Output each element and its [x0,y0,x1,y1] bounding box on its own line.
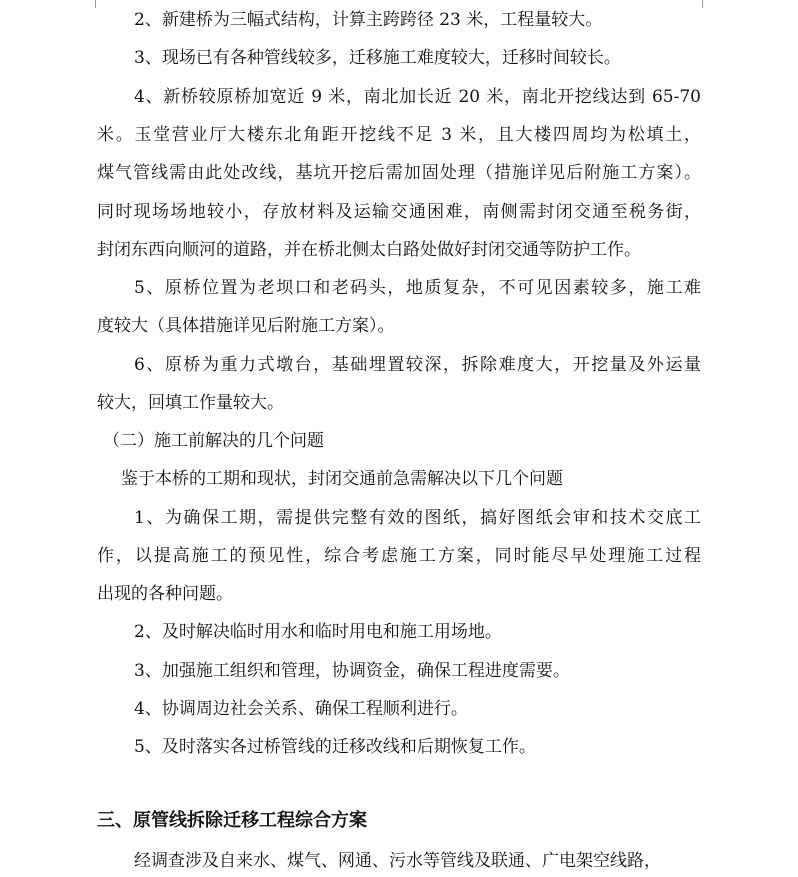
paragraph-line: 1、为确保工期，需提供完整有效的图纸，搞好图纸会审和技术交底工 [134,508,701,528]
paragraph-line: 米。玉堂营业厅大楼东北角距开挖线不足 3 米，且大楼四周均为松填土， [97,125,701,145]
paragraph-line: 2、及时解决临时用水和临时用电和施工用场地。 [134,622,502,642]
paragraph-line: 4、协调周边社会关系、确保工程顺利进行。 [134,699,468,719]
paragraph-line: 同时现场场地较小，存放材料及运输交通困难，南侧需封闭交通至税务街， [97,202,701,222]
section-heading: 三、原管线拆除迁移工程综合方案 [97,810,367,831]
paragraph-line: 鉴于本桥的工期和现状，封闭交通前急需解决以下几个问题 [121,469,563,489]
paragraph-line: 4、新桥较原桥加宽近 9 米，南北加长近 20 米，南北开挖线达到 65-70 [134,87,701,107]
paragraph-line: 煤气管线需由此处改线，基坑开挖后需加固处理（措施详见后附施工方案）。 [97,163,701,183]
paragraph-line: 出现的各种问题。 [97,584,233,604]
paragraph-line: 较大，回填工作量较大。 [97,393,284,413]
right-margin-mark [702,0,703,8]
paragraph-line: 3、加强施工组织和管理，协调资金，确保工程进度需要。 [134,661,570,681]
paragraph-line: 5、原桥位置为老坝口和老码头，地质复杂，不可见因素较多，施工难 [134,278,701,298]
paragraph-line: 作，以提高施工的预见性，综合考虑施工方案，同时能尽早处理施工过程 [97,546,701,566]
paragraph-line: 3、现场已有各种管线较多，迁移施工难度较大，迁移时间较长。 [134,48,621,68]
left-margin-mark [95,0,96,8]
paragraph-line: 2、新建桥为三幅式结构，计算主跨跨径 23 米，工程量较大。 [134,10,603,30]
paragraph-line: 6、原桥为重力式墩台，基础埋置较深，拆除难度大，开挖量及外运量 [134,355,701,375]
paragraph-line: 经调查涉及自来水、煤气、网通、污水等管线及联通、广电架空线路， [134,851,661,871]
section-subheading: （二）施工前解决的几个问题 [103,431,324,451]
paragraph-line: 5、及时落实各过桥管线的迁移改线和后期恢复工作。 [134,737,536,757]
paragraph-line: 度较大（具体措施详见后附施工方案）。 [97,316,395,336]
paragraph-line: 封闭东西向顺河的道路，并在桥北侧太白路处做好封闭交通等防护工作。 [97,240,641,260]
